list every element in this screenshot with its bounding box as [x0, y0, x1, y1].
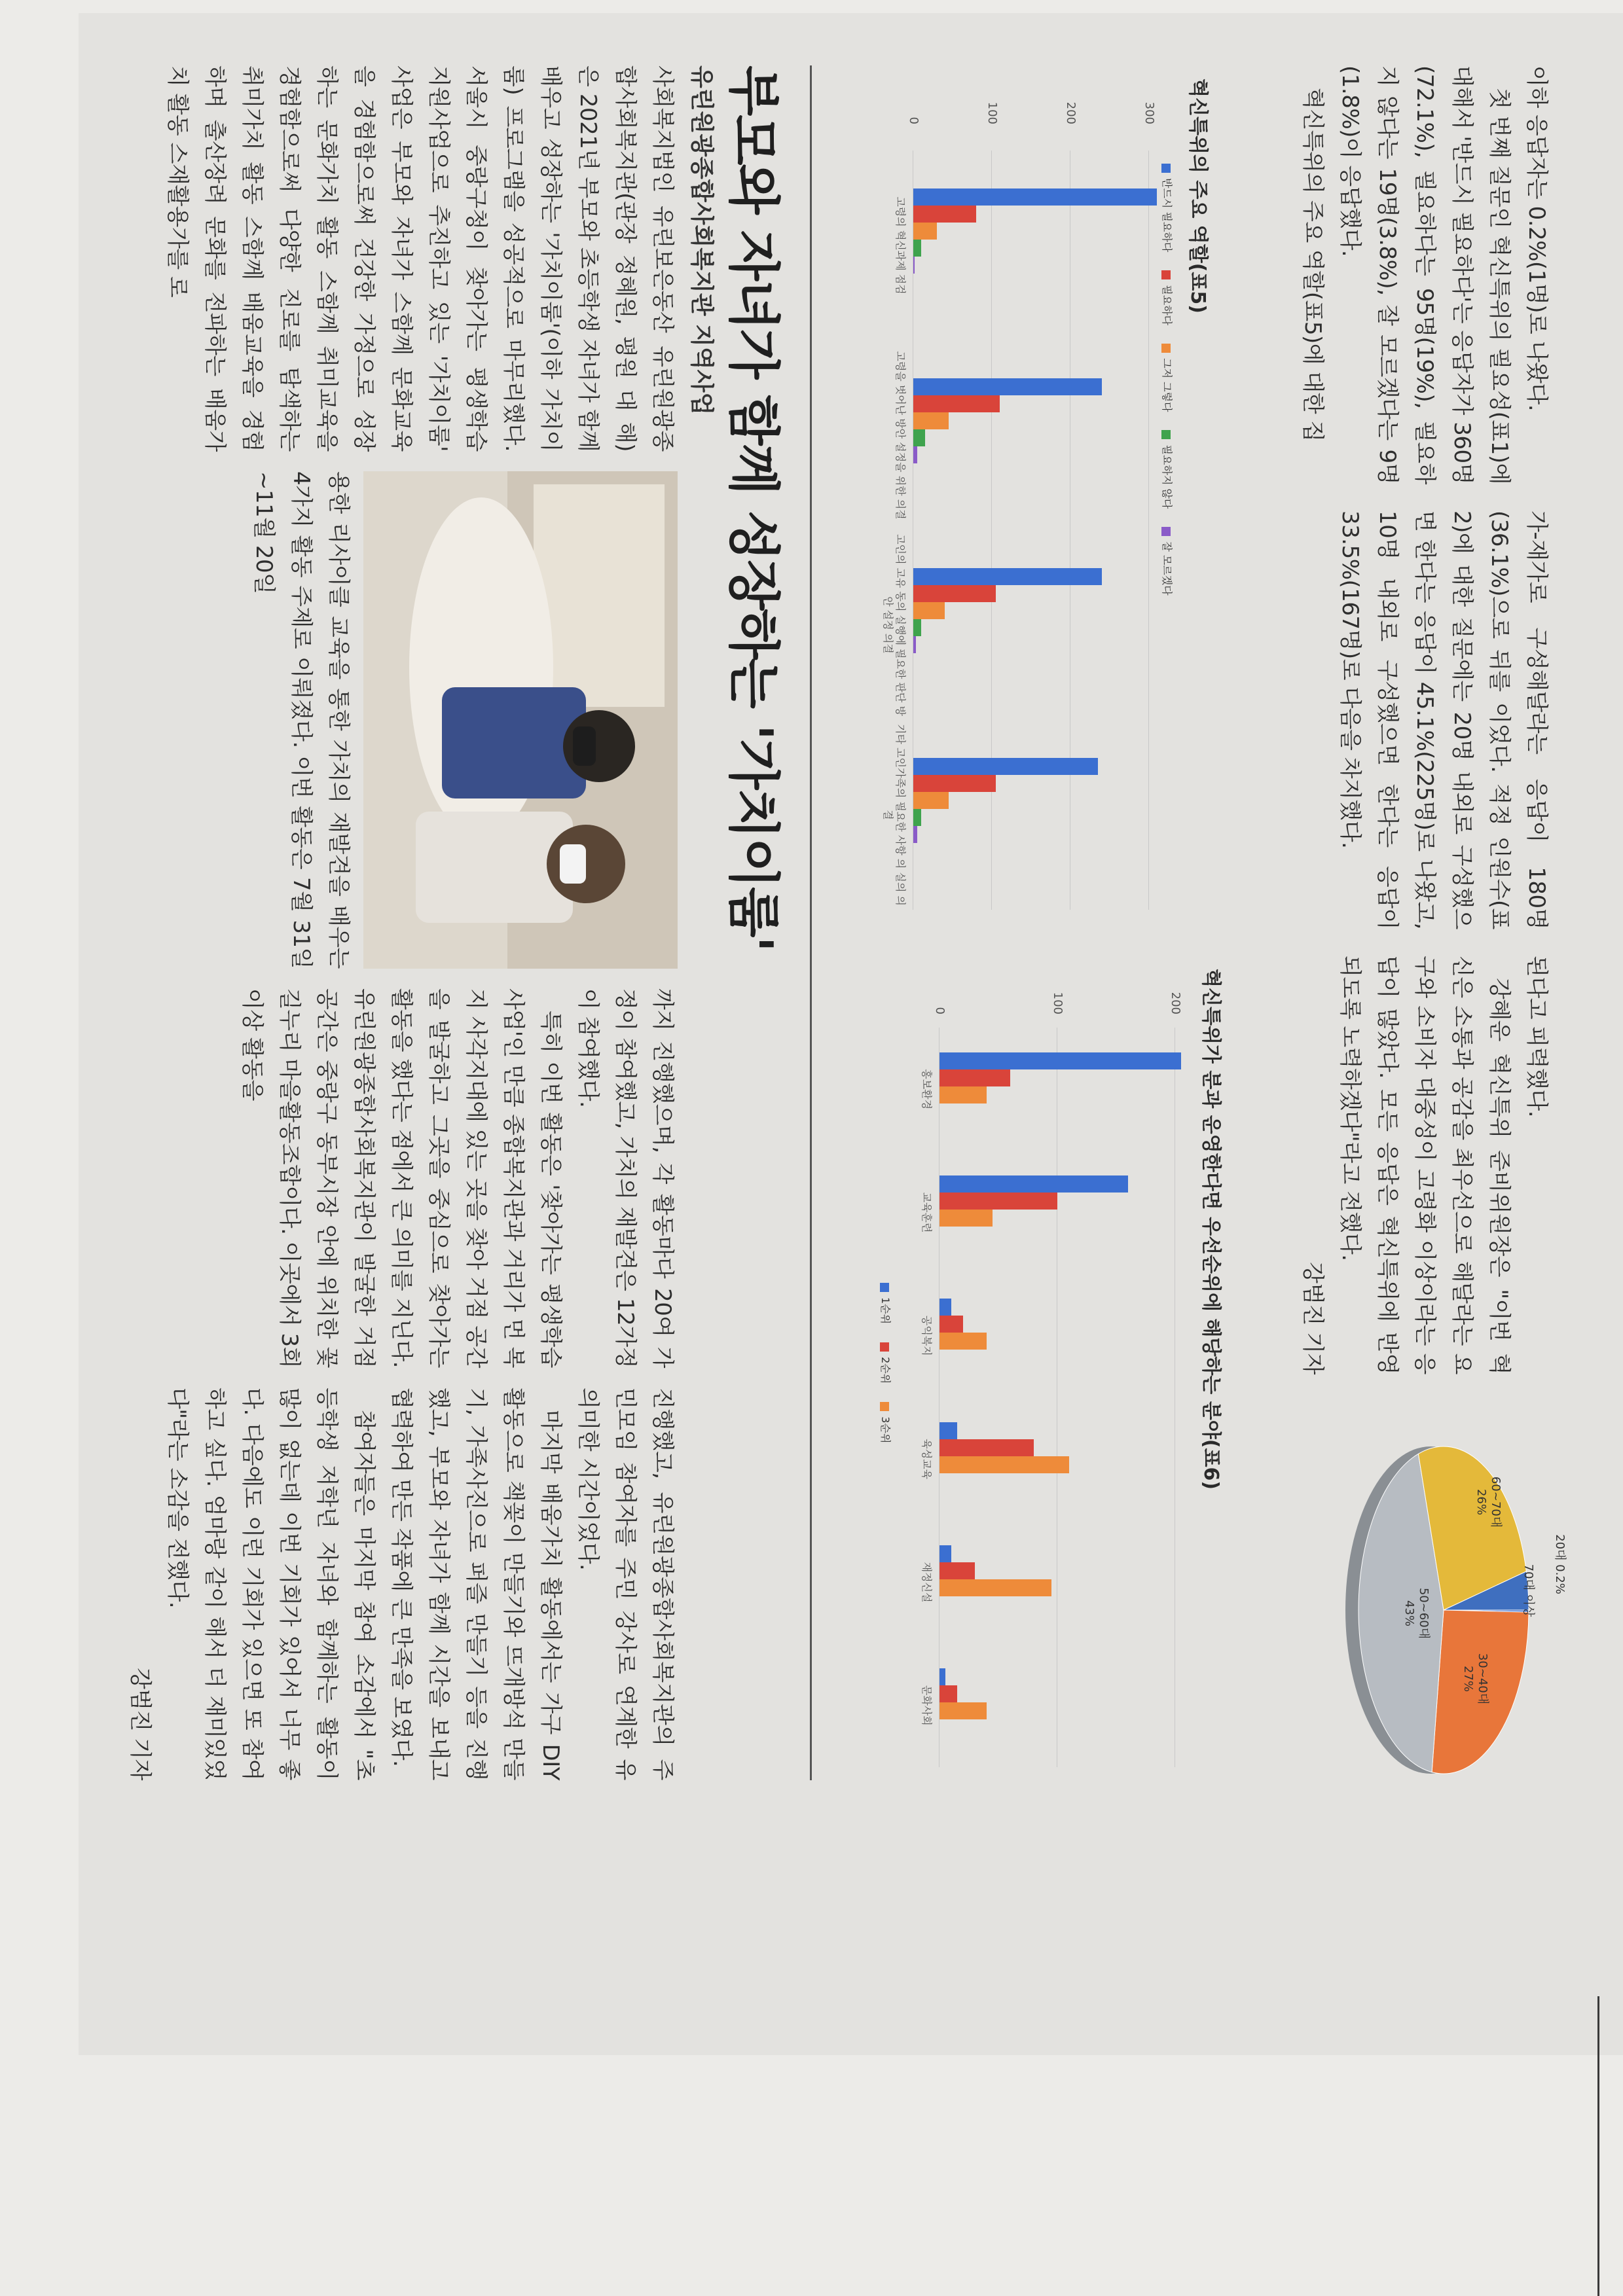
section-divider: [810, 65, 812, 1780]
legend-item: [1160, 344, 1175, 412]
paragraph: 첫 번째 질문인 혁신특위의 필요성(표1)에 대해서 '반드시 필요하다'는 응답자가 360명(72.1%), 필요하다는 95명(19%), 필요하지 않다는 19명(3.8%), 잘 모르겠다는 9명(1.8%)이 응답했다.: [1337, 65, 1512, 484]
chart-t6-x-axis: [907, 1028, 933, 1767]
bar: [913, 257, 915, 274]
category-label: 교육훈련: [921, 1192, 933, 1233]
category-label: 공익복지: [921, 1315, 933, 1356]
headline: 부모와 자녀가 함께 성장하는 '가치이룸': [723, 65, 784, 951]
gridline: [1148, 151, 1149, 910]
bar: [913, 792, 949, 809]
bar: [939, 1086, 987, 1103]
bar: [939, 1316, 963, 1333]
paragraph: 참여자들은 마지막 참여 소감에서 "초등학생 저학년 자녀와 함께하는 활동이 많이 없는데 이번 기회가 있어서 너무 좋다. 다음에도 이런 기회가 있으면 또 참여하고 싶다. 엄마랑 같이 해서 더 재미있었다"라는 소감을 전했다.: [164, 1388, 377, 1780]
legend-label: 3순위: [879, 1416, 892, 1444]
bar: [939, 1456, 1069, 1473]
article-top-col-a: [1294, 65, 1555, 484]
pie-label-20s: 20대 0.2%: [1553, 1534, 1567, 1594]
legend-item: [879, 1283, 894, 1324]
paragraph: 이하 응답자는 0.2%(1명)로 나왔다.: [1523, 65, 1550, 412]
bar: [913, 412, 949, 429]
legend-label: 그저 그렇다: [1161, 358, 1173, 412]
category-label: 고인의 고유 동의 실행에 필요한 판단 방안 설정 의결: [882, 534, 907, 716]
chart-t5: [835, 79, 1175, 929]
bar: [913, 446, 917, 463]
article-photo: [363, 471, 678, 969]
bar: [913, 188, 1157, 206]
article-main-col-1: [158, 65, 681, 452]
paragraph: 특히 이번 활동은 '찾아가는 평생학습 사업'인 만큼 종합복지관과 거리가 먼 복지 사각지대에 있는 곳을 찾아 거점 공간을 발굴하고 그곳을 중심으로 찾아가는 활동을 했다는 점에서 큰 의미를 지닌다. 유린원광종합사회복지관이 발굴한 거점 공간은 중랑구 동부시장 안에 위치한 꽃길누리 마을활동조합이다. 이곳에서 3회 이상 활동을: [239, 988, 564, 1368]
legend-item: [1160, 164, 1175, 252]
paragraph: 가-재가로 구성해달라는 응답이 180명(36.1%)으로 뒤를 이었다. 적정 인원수(표2)에 대한 질문에는 20명 내외로 구성했으면 한다는 응답이 45.1%(225명)로 나왔고, 10명 내외로 구성했으면 한다는 응답이 33.5%(167명)로 다음을 차지했다.: [1337, 511, 1550, 929]
bar: [939, 1562, 975, 1579]
legend-label: 반드시 필요하다: [1161, 178, 1173, 253]
article-top-col-b: [1331, 511, 1555, 929]
legend-label: 2순위: [879, 1357, 892, 1384]
bar: [913, 395, 1000, 412]
bar: [939, 1422, 957, 1439]
bar: [939, 1175, 1128, 1193]
article-top-col-c: [1294, 956, 1555, 1374]
legend-label: 필요하다: [1161, 285, 1173, 326]
legend-item: [879, 1402, 894, 1443]
y-tick-label: 300: [1142, 101, 1156, 124]
bar: [939, 1193, 1057, 1210]
byline: 강범진 기자: [1300, 1261, 1326, 1374]
legend-swatch: [1162, 164, 1171, 173]
bar: [913, 602, 945, 619]
y-tick-label: 0: [933, 1007, 947, 1014]
byline: 강범진 기자: [127, 1667, 153, 1780]
category-label: 고령을 벗어난 방안 설정을 위한 의결: [894, 351, 907, 520]
pie-label-30-40s: 30~40대 27%: [1461, 1653, 1489, 1705]
chart-t5-legend: [1160, 164, 1175, 596]
newspaper-page: [88, 26, 1581, 2068]
bar: [939, 1052, 1181, 1069]
bar: [913, 240, 921, 257]
bar: [913, 378, 1102, 395]
legend-swatch: [881, 1283, 890, 1292]
subheadline: 유린원광종합사회복지관 지역사업: [688, 65, 715, 416]
bar: [913, 429, 925, 446]
y-tick-label: 200: [1169, 992, 1182, 1014]
pie-label-50-60s: 50~60대 43%: [1402, 1587, 1431, 1640]
bar: [939, 1069, 1010, 1086]
y-tick-label: 100: [1051, 992, 1065, 1014]
bar: [939, 1668, 945, 1685]
gridline: [991, 151, 992, 910]
legend-swatch: [1162, 270, 1171, 279]
paragraph: 용한 리사이클 교육을 통한 가치의 재발견을 배우는 4가지 활동 주제로 이뤄졌다. 이번 활동은 7월 31일~11월 20일: [251, 471, 352, 969]
chart-t6-plot: [939, 1028, 1175, 1767]
legend-swatch: [1162, 344, 1171, 353]
paragraph: 강혜운 혁신특위 준비위원장은 "이번 혁신은 소통과 공감을 최우선으로 해달라는 요구와 소비자 대중성이 고령화 이상이라는 응답이 많았다. 모든 응답은 혁신특위에 반영되도록 노력하겠다"라고 전했다.: [1337, 956, 1512, 1374]
legend-label: 1순위: [879, 1297, 892, 1325]
bar: [939, 1702, 987, 1719]
y-tick-label: 200: [1064, 101, 1078, 124]
legend-label: 필요하지 않다: [1161, 444, 1173, 509]
bar: [939, 1210, 993, 1227]
legend-swatch: [1162, 527, 1171, 536]
chart-t6: [848, 969, 1188, 1793]
bar: [913, 775, 996, 792]
chart-t5-plot: [913, 151, 1149, 910]
bar: [939, 1685, 957, 1702]
bar: [913, 758, 1098, 775]
category-label: 고령의 혁신과제 점검: [894, 196, 907, 295]
category-label: 문화사회: [921, 1685, 933, 1726]
y-tick-label: 100: [985, 101, 999, 124]
pie-label-70s: 70대 이상: [1522, 1564, 1535, 1617]
paragraph: 까지 진행했으며, 각 활동마다 20여 가정이 참여했고, 가치의 재발견은 12가정이 참여했다.: [575, 988, 676, 1368]
legend-swatch: [881, 1402, 890, 1411]
category-label: 홍보환경: [921, 1069, 933, 1110]
bar: [913, 636, 916, 653]
legend-swatch: [1162, 430, 1171, 439]
pie-chart: [1332, 1427, 1568, 1793]
bar: [913, 809, 921, 826]
chart-t5-y-axis: [907, 79, 1156, 144]
chart-t6-title: 혁신특위가 분과 운영한다면 우선순위에 해당하는 분야(표6): [1199, 969, 1222, 1490]
category-label: 재정신설: [921, 1562, 933, 1603]
sheet-edge-line: [1597, 1996, 1599, 2296]
chart-t6-legend: [879, 1283, 894, 1443]
pie-label-60-70s: 60~70대 26%: [1474, 1476, 1503, 1528]
bar: [913, 223, 937, 240]
chart-t5-title: 혁신특위의 주요 역할(표5): [1186, 79, 1209, 314]
legend-item: [1160, 527, 1175, 595]
y-tick-label: 0: [907, 117, 921, 124]
paragraph: 된다고 피력했다.: [1523, 956, 1550, 1118]
paragraph: 진행했고, 유린원광종합사회복지관의 주민모임 참여자를 주민 강사로 연계한 유의미한 시간이었다.: [575, 1388, 676, 1780]
paragraph: 사회복지법인 유린보은동산 유린원광종합사회복지관(관장 정혜원, 평원 대 해)은 2021년 부모와 초등학생 자녀가 함께 배우고 성장하는 '가치이룸'(이하 가치이룸) 프로그램을 성공적으로 마무리했다. 서울시 중랑구청이 찾아가는 평생학습 지원사업으로 추진하고 있는 '가치이룸' 사업은 부모와 자녀가 스함께 문화교육을 경험함으로써 건강한 가정으로 성장하는 문화가치 활동 스함께 취미교육을 경험함으로써 다양한 진로를 탐색하는 취미가치 활동 스함께 배움교육을 경험하며 출산장려 문화를 전파하는 배움가치 활동 스재활용가를 로: [164, 65, 676, 452]
chart-t5-x-axis: [841, 151, 907, 910]
paragraph: 마지막 배움가치 활동에서는 가구 DIY 활동으로 책꽂이 만들기와 뜨개방석 만들기, 가족사진으로 퍼즐 만들기 등을 진행했고, 부모와 자녀가 함께 시간을 보내고 협력하여 만든 작품에 큰 만족을 보였다.: [388, 1388, 564, 1780]
legend-item: [1160, 430, 1175, 509]
bar: [913, 619, 921, 636]
legend-swatch: [881, 1342, 890, 1352]
bar: [913, 568, 1102, 585]
bar: [939, 1579, 1051, 1596]
bar: [913, 585, 996, 602]
bar: [913, 826, 917, 843]
chart-t6-y-axis: [933, 969, 1182, 1021]
article-main-col-4: [121, 1388, 681, 1780]
category-label: 기타 고인가족의 필요한 사항 의 실의 의결: [882, 724, 907, 906]
bar: [939, 1333, 987, 1350]
paragraph: 혁신특위의 주요 역할(표5)에 대한 집: [1300, 88, 1326, 442]
article-main-col-2: [245, 471, 357, 969]
bar: [913, 206, 976, 223]
photo-illustration: [363, 471, 678, 969]
category-label: 육성교육: [921, 1439, 933, 1480]
article-main-col-3: [233, 988, 681, 1368]
bar: [939, 1439, 1034, 1456]
legend-label: 잘 모르겠다: [1161, 541, 1173, 596]
bar: [939, 1545, 951, 1562]
bar: [939, 1299, 951, 1316]
legend-item: [879, 1342, 894, 1384]
legend-item: [1160, 270, 1175, 325]
